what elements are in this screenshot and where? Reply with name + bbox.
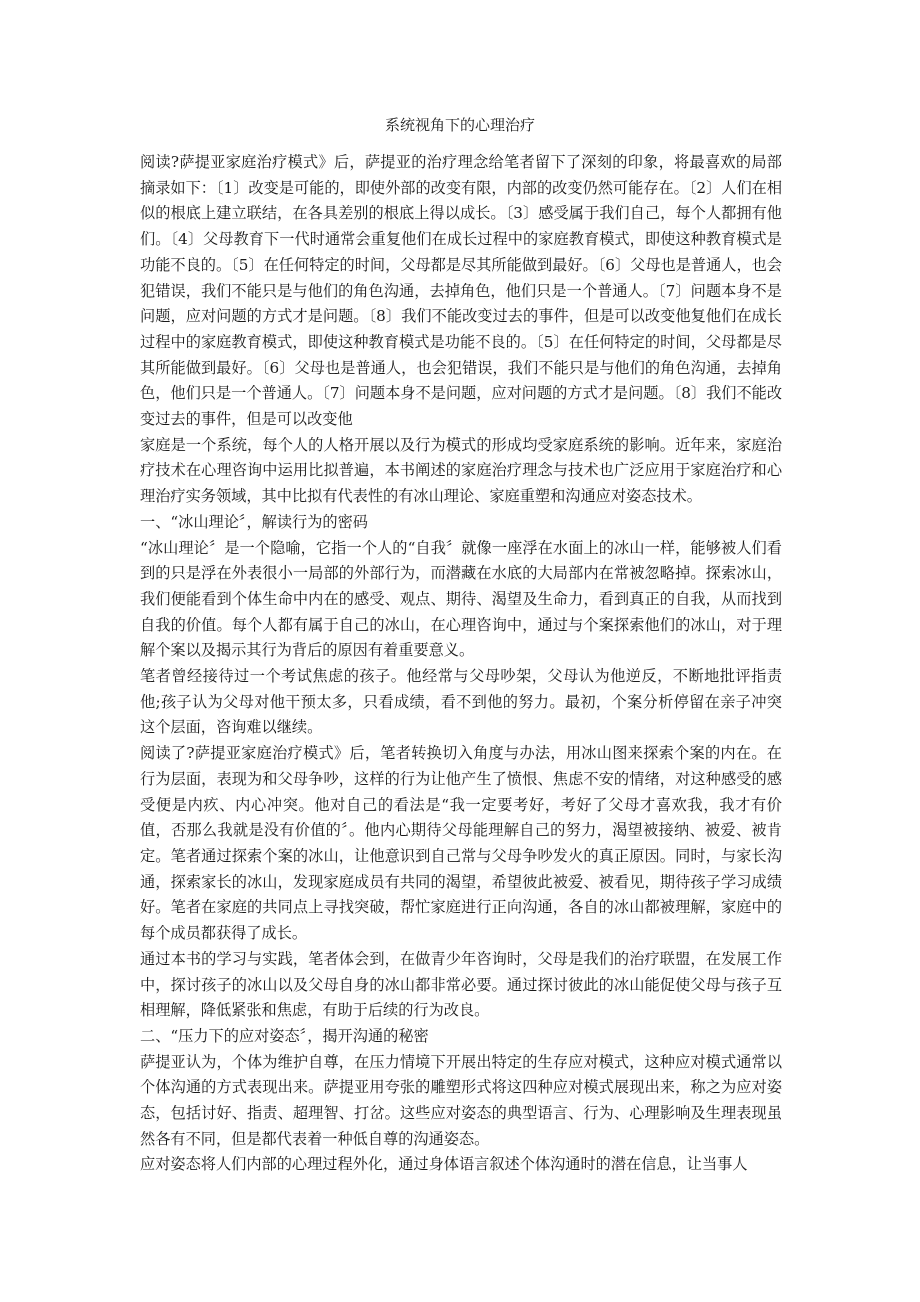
- section-heading: 一、“冰山理论〞，解读行为的密码: [140, 512, 368, 531]
- paragraph: 笔者曾经接待过一个考试焦虑的孩子。他经常与父母吵架，父母认为他逆反，不断地批评指责他;孩子认为父母对他干预太多，只看成绩，看不到他的努力。最初，个案分析停留在亲子冲突这个层面，咨询难以继续。: [140, 667, 782, 737]
- paragraph: 阅读?萨提亚家庭治疗模式》后，萨提亚的治疗理念给笔者留下了深刻的印象，将最喜欢的局部摘录如下：〔1〕改变是可能的，即使外部的改变有限，内部的改变仍然可能存在。〔2〕人们在相似的根底上建立联结，在各具差别的根底上得以成长。〔3〕感受属于我们自己，每个人都拥有他们。〔4〕父母教育下一代时通常会重复他们在成长过程中的家庭教育模式，即使这种教育模式是功能不良的。〔5〕在任何特定的时间，父母都是尽其所能做到最好。〔6〕父母也是普通人，也会犯错误，我们不能只是与他们的角色沟通，去掉角色，他们只是一个普通人。〔7〕问题本身不是问题，应对问题的方式才是问题。〔8〕我们不能改变过去的事件，但是可以改变他复他们在成长过程中的家庭教育模式，即使这种教育模式是功能不良的。〔5〕在任何特定的时间，父母都是尽其所能做到最好。〔6〕父母也是普通人，也会犯错误，我们不能只是与他们的角色沟通，去掉角色，他们只是一个普通人。〔7〕问题本身不是问题，应对问题的方式才是问题。〔8〕我们不能改变过去的事件，但是可以改变他: [140, 153, 783, 429]
- paragraph: 家庭是一个系统，每个人的人格开展以及行为模式的形成均受家庭系统的影响。近年来，家庭治疗技术在心理咨询中运用比拟普遍，本书阐述的家庭治疗理念与技术也广泛应用于家庭治疗和心理治疗实务领域，其中比拟有代表性的有冰山理论、家庭重塑和沟通应对姿态技术。: [140, 435, 782, 506]
- paragraph: 阅读了?萨提亚家庭治疗模式》后，笔者转换切入角度与办法，用冰山图来探索个案的内在。在行为层面，表现为和父母争吵，这样的行为让他产生了愤恨、焦虑不安的情绪，对这种感受的感受便是内疚、内心冲突。他对自己的看法是“我一定要考好，考好了父母才喜欢我，我才有价值，否那么我就是没有价值的〞。他内心期待父母能理解自己的努力，渴望被接纳、被爱、被肯定。笔者通过探索个案的冰山，让他意识到自己常与父母争吵发火的真正原因。同时，与家长沟通，探索家长的冰山，发现家庭成员有共同的渴望，希望彼此被爱、被看见，期待孩子学习成绩好。笔者在家庭的共同点上寻找突破，帮忙家庭进行正向沟通，各自的冰山都被理解，家庭中的每个成员都获得了成长。: [140, 744, 782, 943]
- document-title: 系统视角下的心理治疗: [384, 116, 535, 134]
- paragraph: 通过本书的学习与实践，笔者体会到，在做青少年咨询时，父母是我们的治疗联盟，在发展工作中，探讨孩子的冰山以及父母自身的冰山都非常必要。通过探讨彼此的冰山能促使父母与孩子互相理解，降低紧张和焦虑，有助于后续的行为改良。: [140, 949, 782, 1020]
- section-heading: 二、“压力下的应对姿态〞，揭开沟通的秘密: [140, 1026, 429, 1045]
- document-body: [140, 150, 782, 1178]
- paragraph: 萨提亚认为，个体为维护自尊，在压力情境下开展出特定的生存应对模式，这种应对模式通常以个体沟通的方式表现出来。萨提亚用夸张的雕塑形式将这四种应对模式展现出来，称之为应对姿态，包括讨好、指责、超理智、打岔。这些应对姿态的典型语言、行为、心理影响及生理表现虽然各有不同，但是都代表着一种低自尊的沟通姿态。: [140, 1052, 782, 1148]
- paragraph: 应对姿态将人们内部的心理过程外化，通过身体语言叙述个体沟通时的潜在信息，让当事人: [140, 1155, 748, 1174]
- paragraph: “冰山理论〞是一个隐喻，它指一个人的“自我〞就像一座浮在水面上的冰山一样，能够被人们看到的只是浮在外表很小一局部的外部行为，而潜藏在水底的大局部内在常被忽略掉。探索冰山，我们便能看到个体生命中内在的感受、观点、期待、渴望及生命力，看到真正的自我，从而找到自我的价值。每个人都有属于自己的冰山，在心理咨询中，通过与个案探索他们的冰山，对于理解个案以及揭示其行为背后的原因有着重要意义。: [140, 538, 782, 660]
